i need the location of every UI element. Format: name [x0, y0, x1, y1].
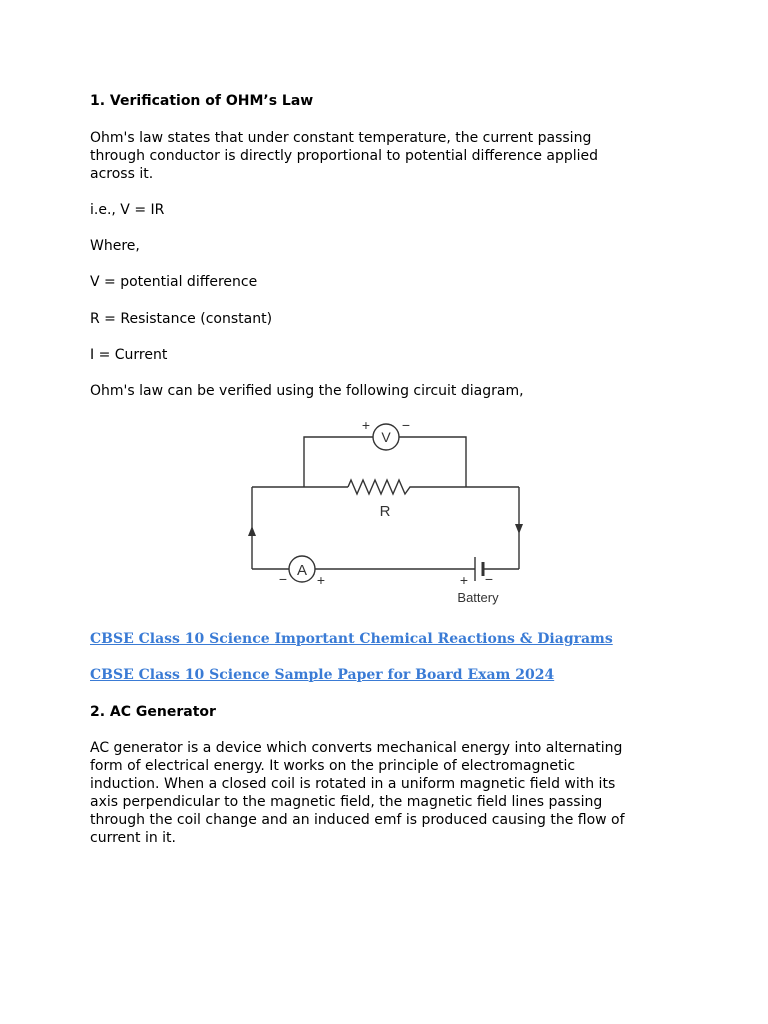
voltmeter-label: V — [381, 429, 391, 445]
battery-plus-sign: + — [459, 572, 469, 588]
battery-label: Battery — [457, 590, 499, 605]
voltmeter-wire — [399, 437, 466, 487]
section-2-heading: 2. AC Generator — [90, 704, 216, 720]
ohms-law-paragraph — [90, 129, 680, 183]
ammeter-plus-sign: + — [316, 572, 326, 588]
ammeter-minus-sign: − — [278, 571, 288, 587]
paragraph-line: across it. — [90, 166, 154, 182]
link-chemical-reactions[interactable]: CBSE Class 10 Science Important Chemical Reactions & Diagrams — [90, 631, 613, 647]
ammeter-label: A — [296, 562, 308, 579]
section-1-heading: 1. Verification of OHM’s Law — [90, 93, 314, 109]
formula-line: i.e., V = IR — [90, 202, 165, 218]
voltmeter-plus-sign: + — [361, 417, 371, 433]
current-arrow-up — [248, 526, 256, 536]
paragraph-line: AC generator is a device which converts mechanical energy into alternating — [90, 740, 623, 756]
where-label: Where, — [90, 238, 140, 254]
paragraph-line: form of electrical energy. It works on the principle of electromagnetic — [90, 758, 576, 774]
paragraph-line: Ohm's law states that under constant temperature, the current passing — [90, 130, 592, 146]
paragraph-line: axis perpendicular to the magnetic field, the magnetic field lines passing — [90, 794, 603, 810]
paragraph-line: through conductor is directly proportional to potential difference applied — [90, 148, 599, 164]
definition-r: R = Resistance (constant) — [90, 311, 273, 327]
link-sample-paper[interactable]: CBSE Class 10 Science Sample Paper for Board Exam 2024 — [90, 667, 555, 683]
ohms-law-circuit-diagram — [248, 416, 528, 612]
ac-generator-paragraph — [90, 739, 680, 847]
paragraph-line: induction. When a closed coil is rotated in a uniform magnetic field with its — [90, 776, 616, 792]
definition-i: I = Current — [90, 347, 168, 363]
paragraph-line: through the coil change and an induced emf is produced causing the flow of — [90, 812, 625, 828]
battery-minus-sign: − — [484, 571, 494, 587]
resistor-zigzag — [348, 480, 421, 494]
paragraph-line: current in it. — [90, 830, 176, 846]
voltmeter-minus-sign: − — [401, 417, 411, 433]
definition-v: V = potential difference — [90, 274, 258, 290]
current-arrow-down — [515, 524, 523, 534]
resistor-label: R — [379, 503, 391, 520]
diagram-intro: Ohm's law can be verified using the following circuit diagram, — [90, 383, 524, 399]
